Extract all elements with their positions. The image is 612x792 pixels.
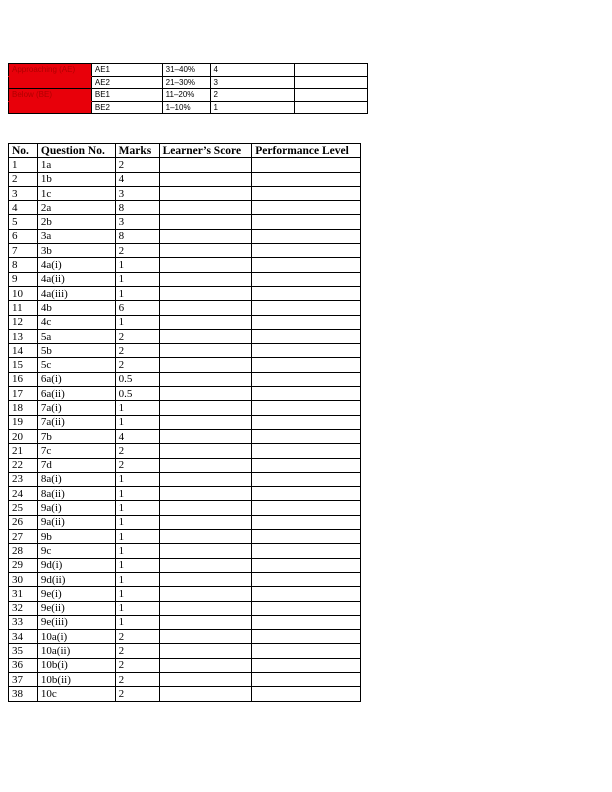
performance-level-cell[interactable] <box>252 515 361 529</box>
question-number: 9a(i) <box>37 501 115 515</box>
marks: 1 <box>115 272 159 286</box>
question-number: 1a <box>37 158 115 172</box>
row-number: 34 <box>9 630 38 644</box>
performance-level-cell[interactable] <box>252 301 361 315</box>
header-performance-level: Performance Level <box>252 144 361 158</box>
table-row <box>9 687 361 701</box>
performance-level-cell[interactable] <box>252 272 361 286</box>
row-number: 12 <box>9 315 38 329</box>
marks: 1 <box>115 315 159 329</box>
performance-level-cell[interactable] <box>252 372 361 386</box>
marks: 2 <box>115 458 159 472</box>
performance-level-cell[interactable] <box>252 401 361 415</box>
marks: 8 <box>115 229 159 243</box>
performance-level-cell[interactable] <box>252 387 361 401</box>
table-row <box>9 258 361 272</box>
table-row <box>9 272 361 286</box>
marks: 2 <box>115 630 159 644</box>
performance-level-cell[interactable] <box>252 544 361 558</box>
learners-score-cell[interactable] <box>159 315 252 329</box>
learners-score-cell[interactable] <box>159 587 252 601</box>
question-number: 9d(i) <box>37 558 115 572</box>
performance-level-cell[interactable] <box>252 258 361 272</box>
question-number: 8a(i) <box>37 472 115 486</box>
marks: 2 <box>115 358 159 372</box>
performance-level-cell[interactable] <box>252 158 361 172</box>
marks: 1 <box>115 558 159 572</box>
learners-score-cell[interactable] <box>159 615 252 629</box>
learners-score-cell[interactable] <box>159 472 252 486</box>
row-number: 37 <box>9 672 38 686</box>
marks: 1 <box>115 487 159 501</box>
performance-level-cell[interactable] <box>252 429 361 443</box>
learners-score-cell[interactable] <box>159 415 252 429</box>
performance-level-cell[interactable] <box>252 658 361 672</box>
row-number: 28 <box>9 544 38 558</box>
marks: 1 <box>115 472 159 486</box>
table-row <box>9 501 361 515</box>
marks: 1 <box>115 601 159 615</box>
performance-level-cell[interactable] <box>252 530 361 544</box>
learners-score-cell[interactable] <box>159 372 252 386</box>
performance-level-cell[interactable] <box>252 487 361 501</box>
learners-score-cell[interactable] <box>159 172 252 186</box>
level-row <box>9 89 368 102</box>
learners-score-cell[interactable] <box>159 658 252 672</box>
table-row <box>9 429 361 443</box>
marks: 1 <box>115 587 159 601</box>
question-number: 9e(iii) <box>37 615 115 629</box>
question-number: 9b <box>37 530 115 544</box>
question-number: 2a <box>37 201 115 215</box>
question-number: 7c <box>37 444 115 458</box>
performance-level-cell[interactable] <box>252 687 361 701</box>
marks: 1 <box>115 286 159 300</box>
question-number: 5b <box>37 344 115 358</box>
table-row <box>9 587 361 601</box>
row-number: 8 <box>9 258 38 272</box>
performance-level-cell[interactable] <box>252 172 361 186</box>
question-number: 10b(ii) <box>37 672 115 686</box>
row-number: 6 <box>9 229 38 243</box>
learners-score-cell[interactable] <box>159 572 252 586</box>
learners-score-cell[interactable] <box>159 286 252 300</box>
question-number: 5a <box>37 329 115 343</box>
learners-score-cell[interactable] <box>159 344 252 358</box>
table-row <box>9 644 361 658</box>
performance-level-cell[interactable] <box>252 644 361 658</box>
table-row <box>9 544 361 558</box>
level-points: 3 <box>210 76 295 89</box>
learners-score-cell[interactable] <box>159 158 252 172</box>
performance-level-cell[interactable] <box>252 501 361 515</box>
row-number: 29 <box>9 558 38 572</box>
row-number: 15 <box>9 358 38 372</box>
question-number: 7b <box>37 429 115 443</box>
question-number: 4c <box>37 315 115 329</box>
level-points: 1 <box>210 101 295 114</box>
learners-score-cell[interactable] <box>159 530 252 544</box>
table-row <box>9 372 361 386</box>
question-number: 4a(ii) <box>37 272 115 286</box>
learners-score-cell[interactable] <box>159 558 252 572</box>
header-question-no: Question No. <box>37 144 115 158</box>
row-number: 20 <box>9 429 38 443</box>
marks: 3 <box>115 186 159 200</box>
performance-level-cell[interactable] <box>252 415 361 429</box>
table-row <box>9 672 361 686</box>
marks: 4 <box>115 429 159 443</box>
row-number: 14 <box>9 344 38 358</box>
row-number: 1 <box>9 158 38 172</box>
table-row <box>9 415 361 429</box>
table-row <box>9 172 361 186</box>
header-no: No. <box>9 144 38 158</box>
performance-level-cell[interactable] <box>252 286 361 300</box>
marks: 2 <box>115 687 159 701</box>
learners-score-cell[interactable] <box>159 501 252 515</box>
performance-level-cell[interactable] <box>252 201 361 215</box>
learners-score-cell[interactable] <box>159 201 252 215</box>
question-number: 9a(ii) <box>37 515 115 529</box>
table-row <box>9 387 361 401</box>
question-number: 10a(ii) <box>37 644 115 658</box>
performance-level-cell[interactable] <box>252 630 361 644</box>
table-row <box>9 658 361 672</box>
question-number: 8a(ii) <box>37 487 115 501</box>
performance-level-cell[interactable] <box>252 587 361 601</box>
level-range: 31–40% <box>162 64 210 77</box>
performance-level-cell[interactable] <box>252 472 361 486</box>
learners-score-cell[interactable] <box>159 244 252 258</box>
row-number: 35 <box>9 644 38 658</box>
table-row <box>9 201 361 215</box>
table-row <box>9 329 361 343</box>
row-number: 19 <box>9 415 38 429</box>
table-row <box>9 487 361 501</box>
table-header-row <box>9 144 361 158</box>
level-empty-cell <box>295 101 368 114</box>
table-row <box>9 301 361 315</box>
row-number: 27 <box>9 530 38 544</box>
marks: 3 <box>115 215 159 229</box>
level-code: BE2 <box>91 101 162 114</box>
question-number: 3a <box>37 229 115 243</box>
learners-score-cell[interactable] <box>159 301 252 315</box>
learners-score-cell[interactable] <box>159 444 252 458</box>
performance-level-cell[interactable] <box>252 458 361 472</box>
marks: 1 <box>115 515 159 529</box>
level-row <box>9 64 368 77</box>
row-number: 4 <box>9 201 38 215</box>
performance-level-cell[interactable] <box>252 672 361 686</box>
row-number: 22 <box>9 458 38 472</box>
performance-level-cell[interactable] <box>252 572 361 586</box>
marks: 1 <box>115 615 159 629</box>
learners-score-cell[interactable] <box>159 258 252 272</box>
row-number: 32 <box>9 601 38 615</box>
performance-level-cell[interactable] <box>252 615 361 629</box>
learners-score-cell[interactable] <box>159 515 252 529</box>
row-number: 3 <box>9 186 38 200</box>
learners-score-cell[interactable] <box>159 215 252 229</box>
level-empty-cell <box>295 76 368 89</box>
row-number: 30 <box>9 572 38 586</box>
marks: 4 <box>115 172 159 186</box>
table-row <box>9 158 361 172</box>
table-row <box>9 344 361 358</box>
learners-score-cell[interactable] <box>159 272 252 286</box>
row-number: 18 <box>9 401 38 415</box>
marks: 1 <box>115 572 159 586</box>
performance-level-cell[interactable] <box>252 229 361 243</box>
marks: 1 <box>115 501 159 515</box>
learners-score-cell[interactable] <box>159 429 252 443</box>
row-number: 21 <box>9 444 38 458</box>
level-empty-cell <box>295 89 368 102</box>
question-number: 10b(i) <box>37 658 115 672</box>
level-empty-cell <box>295 64 368 77</box>
marks: 2 <box>115 344 159 358</box>
marks: 2 <box>115 329 159 343</box>
marks: 2 <box>115 672 159 686</box>
row-number: 9 <box>9 272 38 286</box>
learners-score-cell[interactable] <box>159 387 252 401</box>
question-number: 4a(iii) <box>37 286 115 300</box>
row-number: 10 <box>9 286 38 300</box>
level-name: Below (BE) <box>9 89 92 102</box>
level-name: Approaching (AE) <box>9 64 92 77</box>
level-name <box>9 101 92 114</box>
marks: 2 <box>115 244 159 258</box>
level-name <box>9 76 92 89</box>
row-number: 26 <box>9 515 38 529</box>
performance-levels-table <box>8 63 368 114</box>
row-number: 25 <box>9 501 38 515</box>
question-number: 6a(i) <box>37 372 115 386</box>
marks: 2 <box>115 158 159 172</box>
performance-level-cell[interactable] <box>252 444 361 458</box>
row-number: 31 <box>9 587 38 601</box>
question-number: 3b <box>37 244 115 258</box>
learners-score-cell[interactable] <box>159 329 252 343</box>
level-range: 11–20% <box>162 89 210 102</box>
table-row <box>9 401 361 415</box>
table-row <box>9 458 361 472</box>
question-number: 7a(ii) <box>37 415 115 429</box>
table-row <box>9 630 361 644</box>
level-row <box>9 76 368 89</box>
level-row <box>9 101 368 114</box>
marks: 0.5 <box>115 387 159 401</box>
table-row <box>9 572 361 586</box>
table-row <box>9 186 361 200</box>
performance-level-cell[interactable] <box>252 215 361 229</box>
row-number: 2 <box>9 172 38 186</box>
marks: 1 <box>115 415 159 429</box>
table-row <box>9 530 361 544</box>
learners-score-cell[interactable] <box>159 601 252 615</box>
table-row <box>9 286 361 300</box>
table-row <box>9 358 361 372</box>
table-row <box>9 444 361 458</box>
table-row <box>9 215 361 229</box>
row-number: 36 <box>9 658 38 672</box>
marks: 8 <box>115 201 159 215</box>
learners-score-cell[interactable] <box>159 229 252 243</box>
table-row <box>9 515 361 529</box>
row-number: 5 <box>9 215 38 229</box>
question-number: 5c <box>37 358 115 372</box>
performance-level-cell[interactable] <box>252 244 361 258</box>
learners-score-cell[interactable] <box>159 401 252 415</box>
question-number: 9d(ii) <box>37 572 115 586</box>
learners-score-cell[interactable] <box>159 630 252 644</box>
question-number: 7a(i) <box>37 401 115 415</box>
row-number: 16 <box>9 372 38 386</box>
marks: 1 <box>115 544 159 558</box>
row-number: 17 <box>9 387 38 401</box>
performance-level-cell[interactable] <box>252 358 361 372</box>
learners-score-cell[interactable] <box>159 458 252 472</box>
performance-level-cell[interactable] <box>252 329 361 343</box>
header-marks: Marks <box>115 144 159 158</box>
question-number: 4a(i) <box>37 258 115 272</box>
performance-level-cell[interactable] <box>252 558 361 572</box>
performance-level-cell[interactable] <box>252 315 361 329</box>
table-row <box>9 244 361 258</box>
row-number: 23 <box>9 472 38 486</box>
level-code: AE1 <box>91 64 162 77</box>
learners-score-cell[interactable] <box>159 544 252 558</box>
question-number: 9e(i) <box>37 587 115 601</box>
marks: 2 <box>115 644 159 658</box>
table-row <box>9 229 361 243</box>
learners-score-cell[interactable] <box>159 358 252 372</box>
marks: 1 <box>115 258 159 272</box>
question-number: 9c <box>37 544 115 558</box>
question-number: 10c <box>37 687 115 701</box>
marks: 2 <box>115 658 159 672</box>
table-row <box>9 558 361 572</box>
marks: 1 <box>115 530 159 544</box>
performance-level-cell[interactable] <box>252 601 361 615</box>
level-range: 21–30% <box>162 76 210 89</box>
question-number: 1c <box>37 186 115 200</box>
header-learners-score: Learner’s Score <box>159 144 252 158</box>
question-number: 2b <box>37 215 115 229</box>
learners-score-cell[interactable] <box>159 687 252 701</box>
learners-score-cell[interactable] <box>159 186 252 200</box>
learners-score-cell[interactable] <box>159 672 252 686</box>
row-number: 33 <box>9 615 38 629</box>
row-number: 7 <box>9 244 38 258</box>
level-range: 1–10% <box>162 101 210 114</box>
row-number: 11 <box>9 301 38 315</box>
question-number: 9e(ii) <box>37 601 115 615</box>
row-number: 13 <box>9 329 38 343</box>
level-points: 4 <box>210 64 295 77</box>
question-number: 7d <box>37 458 115 472</box>
learners-score-cell[interactable] <box>159 487 252 501</box>
row-number: 24 <box>9 487 38 501</box>
table-row <box>9 315 361 329</box>
question-number: 4b <box>37 301 115 315</box>
level-points: 2 <box>210 89 295 102</box>
table-row <box>9 615 361 629</box>
level-code: AE2 <box>91 76 162 89</box>
question-number: 10a(i) <box>37 630 115 644</box>
question-number: 6a(ii) <box>37 387 115 401</box>
question-scores-table <box>8 143 361 702</box>
marks: 2 <box>115 444 159 458</box>
table-row <box>9 601 361 615</box>
performance-level-cell[interactable] <box>252 186 361 200</box>
question-number: 1b <box>37 172 115 186</box>
marks: 1 <box>115 401 159 415</box>
performance-level-cell[interactable] <box>252 344 361 358</box>
marks: 6 <box>115 301 159 315</box>
marks: 0.5 <box>115 372 159 386</box>
level-code: BE1 <box>91 89 162 102</box>
row-number: 38 <box>9 687 38 701</box>
learners-score-cell[interactable] <box>159 644 252 658</box>
table-row <box>9 472 361 486</box>
